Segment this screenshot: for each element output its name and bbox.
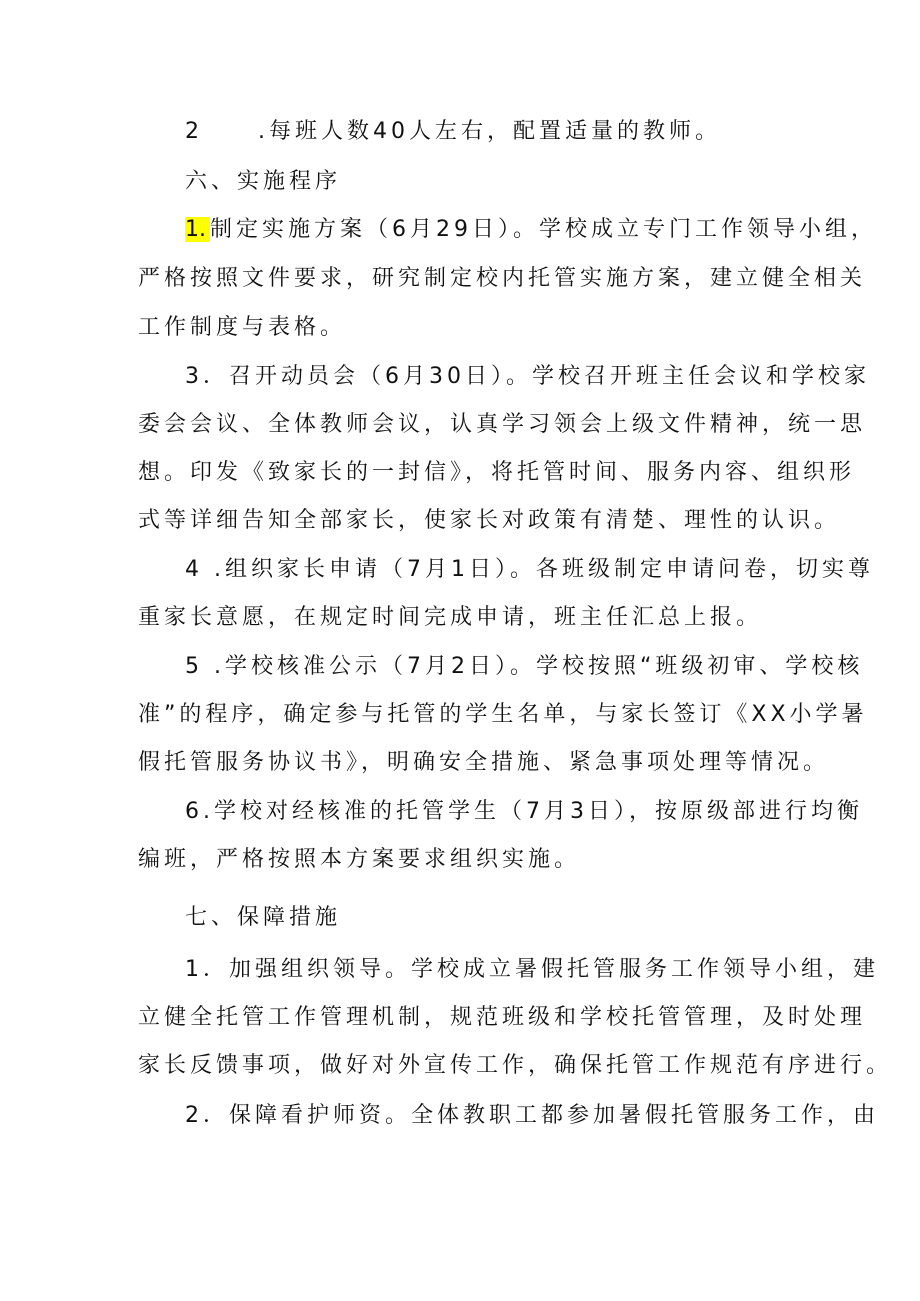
paragraph-line <box>185 215 877 245</box>
list-item-2 <box>185 117 721 147</box>
paragraph-line: 准”的程序，确定参与托管的学生名单，与家长签订《XX小学暑 <box>138 702 868 727</box>
paragraph-line: 严格按照文件要求，研究制定校内托管实施方案，建立健全相关 <box>138 266 867 291</box>
item-number: 2 <box>185 119 203 144</box>
paragraph-line: 4 .组织家长申请（7月1日）。各班级制定申请问卷，切实尊 <box>185 557 874 582</box>
section-heading-7: 七、保障措施 <box>185 905 342 930</box>
section-heading-6: 六、实施程序 <box>185 169 342 194</box>
paragraph-line: 编班，严格按照本方案要求组织实施。 <box>138 847 581 872</box>
paragraph-line: 2．保障看护师资。全体教职工都参加暑假托管服务工作，由 <box>185 1103 879 1128</box>
paragraph-line: 重家长意愿，在规定时间完成申请，班主任汇总上报。 <box>138 605 763 630</box>
paragraph-line: 委会会议、全体教师会议，认真学习领会上级文件精神，统一思 <box>138 412 867 437</box>
highlighted-number: 1. <box>185 217 210 242</box>
paragraph-line: 1．加强组织领导。学校成立暑假托管服务工作领导小组，建 <box>185 957 879 982</box>
item-text: 制定实施方案（6月29日）。学校成立专门工作领导小组， <box>210 217 877 242</box>
paragraph-line: 工作制度与表格。 <box>138 315 347 340</box>
paragraph-line: 立健全托管工作管理机制，规范班级和学校托管管理，及时处理 <box>138 1005 867 1030</box>
paragraph-line: 式等详细告知全部家长，使家长对政策有清楚、理性的认识。 <box>138 508 841 533</box>
item-text: .每班人数40人左右，配置适量的教师。 <box>258 119 721 144</box>
paragraph-line: 想。印发《致家长的一封信》，将托管时间、服务内容、组织形 <box>138 460 856 485</box>
paragraph-line: 6.学校对经核准的托管学生（7月3日），按原级部进行均衡 <box>185 799 863 824</box>
paragraph-line: 5 .学校核准公示（7月2日）。学校按照“班级初审、学校核 <box>185 654 864 679</box>
paragraph-line: 家长反馈事项，做好对外宣传工作，确保托管工作规范有序进行。 <box>138 1053 893 1078</box>
paragraph-line: 假托管服务协议书》，明确安全措施、紧急事项处理等情况。 <box>138 750 830 775</box>
paragraph-line: 3．召开动员会（6月30日）。学校召开班主任会议和学校家 <box>185 364 870 389</box>
